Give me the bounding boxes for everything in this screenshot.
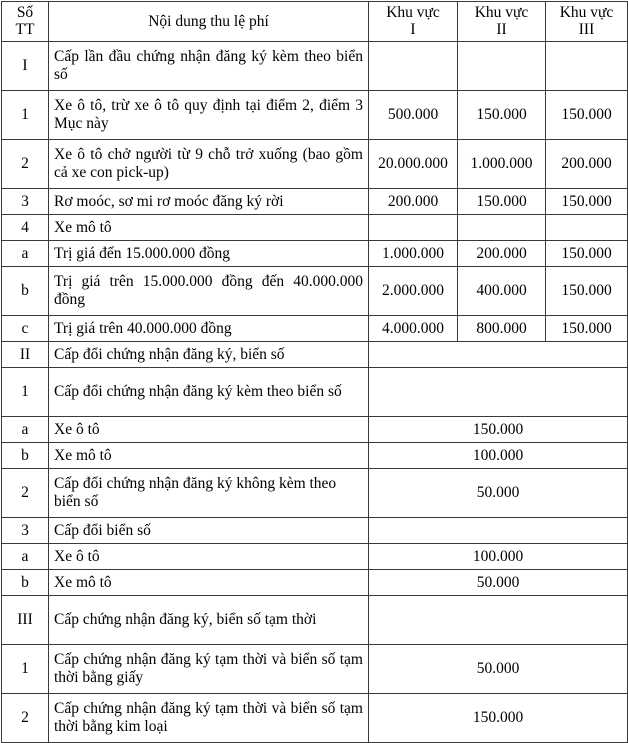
header-stt-line2: TT [15,21,35,39]
header-content: Nội dung thu lệ phí [49,2,369,42]
row-stt: 3 [2,188,49,214]
row-zone-2: 400.000 [458,266,546,315]
header-zone-1-line2: I [410,21,416,39]
row-stt: 2 [2,468,49,517]
fee-schedule-table [1,1,628,743]
row-zone-2 [458,41,546,90]
row-zone-1: 2.000.000 [369,266,458,315]
row-zone-2: 1.000.000 [458,139,546,188]
row-stt: 1 [2,644,49,693]
row-stt: 4 [2,214,49,240]
row-zone-3: 150.000 [546,240,628,266]
row-zone-1 [369,41,458,90]
row-zone-2: 150.000 [458,90,546,139]
row-content: Trị giá trên 40.000.000 đồng [49,315,369,341]
row-stt: 1 [2,90,49,139]
row-merged-value [369,595,628,644]
row-stt: I [2,41,49,90]
table-row [2,41,628,90]
row-merged-value [369,341,628,367]
row-stt: b [2,266,49,315]
table-row [2,543,628,569]
table-row [2,266,628,315]
row-zone-1: 500.000 [369,90,458,139]
row-zone-1: 20.000.000 [369,139,458,188]
table-row [2,214,628,240]
row-content: Cấp đổi chứng nhận đăng ký kèm theo biển số [49,367,369,416]
row-content: Cấp lần đầu chứng nhận đăng ký kèm theo biển số [49,41,369,90]
row-zone-1: 1.000.000 [369,240,458,266]
header-zone-3-line1: Khu vực [559,4,614,21]
row-content: Xe mô tô [49,569,369,595]
row-content: Trị giá trên 15.000.000 đồng đến 40.000.000 đồng [49,266,369,315]
row-merged-value: 150.000 [369,693,628,742]
row-content: Cấp đổi chứng nhận đăng ký không kèm theo biển số [49,468,369,517]
table-row [2,315,628,341]
table-row [2,240,628,266]
row-content: Rơ moóc, sơ mi rơ moóc đăng ký rời [49,188,369,214]
row-content: Cấp chứng nhận đăng ký tạm thời và biển số tạm thời bằng kim loại [49,693,369,742]
row-zone-2: 200.000 [458,240,546,266]
row-content: Cấp chứng nhận đăng ký, biển số tạm thời [49,595,369,644]
row-content: Xe ô tô chở người từ 9 chỗ trở xuống (bao gồm cả xe con pick-up) [49,139,369,188]
table-row [2,416,628,442]
row-merged-value: 50.000 [369,644,628,693]
table-row [2,569,628,595]
row-merged-value: 100.000 [369,442,628,468]
row-merged-value [369,367,628,416]
row-merged-value [369,517,628,543]
row-merged-value: 50.000 [369,468,628,517]
row-zone-3 [546,41,628,90]
table-header [2,2,628,42]
row-stt: a [2,240,49,266]
header-zone-2-line2: II [496,21,507,39]
table-row [2,644,628,693]
table-row [2,90,628,139]
row-zone-3: 200.000 [546,139,628,188]
row-content: Cấp đổi biển số [49,517,369,543]
row-zone-1: 200.000 [369,188,458,214]
row-merged-value: 100.000 [369,543,628,569]
table-row [2,341,628,367]
row-stt: 1 [2,367,49,416]
header-zone-3 [546,2,628,42]
row-zone-2: 800.000 [458,315,546,341]
row-content: Trị giá đến 15.000.000 đồng [49,240,369,266]
row-zone-3 [546,214,628,240]
row-merged-value: 150.000 [369,416,628,442]
row-content: Xe ô tô [49,543,369,569]
header-stt [2,2,49,42]
header-zone-1-line1: Khu vực [386,4,440,21]
row-stt: b [2,569,49,595]
table-row [2,139,628,188]
row-stt: 2 [2,139,49,188]
header-zone-2-line1: Khu vực [474,4,529,21]
row-zone-3: 150.000 [546,266,628,315]
header-row [2,2,628,42]
row-zone-1 [369,214,458,240]
row-content: Xe ô tô, trừ xe ô tô quy định tại điểm 2, điểm 3 Mục này [49,90,369,139]
table-row [2,595,628,644]
row-content: Xe ô tô [49,416,369,442]
table-row [2,468,628,517]
row-zone-3: 150.000 [546,188,628,214]
table-row [2,517,628,543]
row-zone-2 [458,214,546,240]
header-stt-line1: Số [16,4,34,21]
row-stt: 2 [2,693,49,742]
row-content: Xe mô tô [49,214,369,240]
row-merged-value: 50.000 [369,569,628,595]
row-stt: II [2,341,49,367]
row-stt: a [2,543,49,569]
table-row [2,693,628,742]
row-stt: c [2,315,49,341]
row-zone-2: 150.000 [458,188,546,214]
header-zone-1 [369,2,458,42]
header-zone-3-line2: III [578,21,595,39]
row-stt: 3 [2,517,49,543]
table-body [2,41,628,742]
row-zone-3: 150.000 [546,315,628,341]
row-zone-3: 150.000 [546,90,628,139]
table-row [2,442,628,468]
row-content: Cấp đổi chứng nhận đăng ký, biển số [49,341,369,367]
row-stt: b [2,442,49,468]
row-stt: III [2,595,49,644]
table-row [2,188,628,214]
table-row [2,367,628,416]
row-stt: a [2,416,49,442]
header-zone-2 [458,2,546,42]
row-content: Xe mô tô [49,442,369,468]
row-zone-1: 4.000.000 [369,315,458,341]
row-content: Cấp chứng nhận đăng ký tạm thời và biển số tạm thời bằng giấy [49,644,369,693]
